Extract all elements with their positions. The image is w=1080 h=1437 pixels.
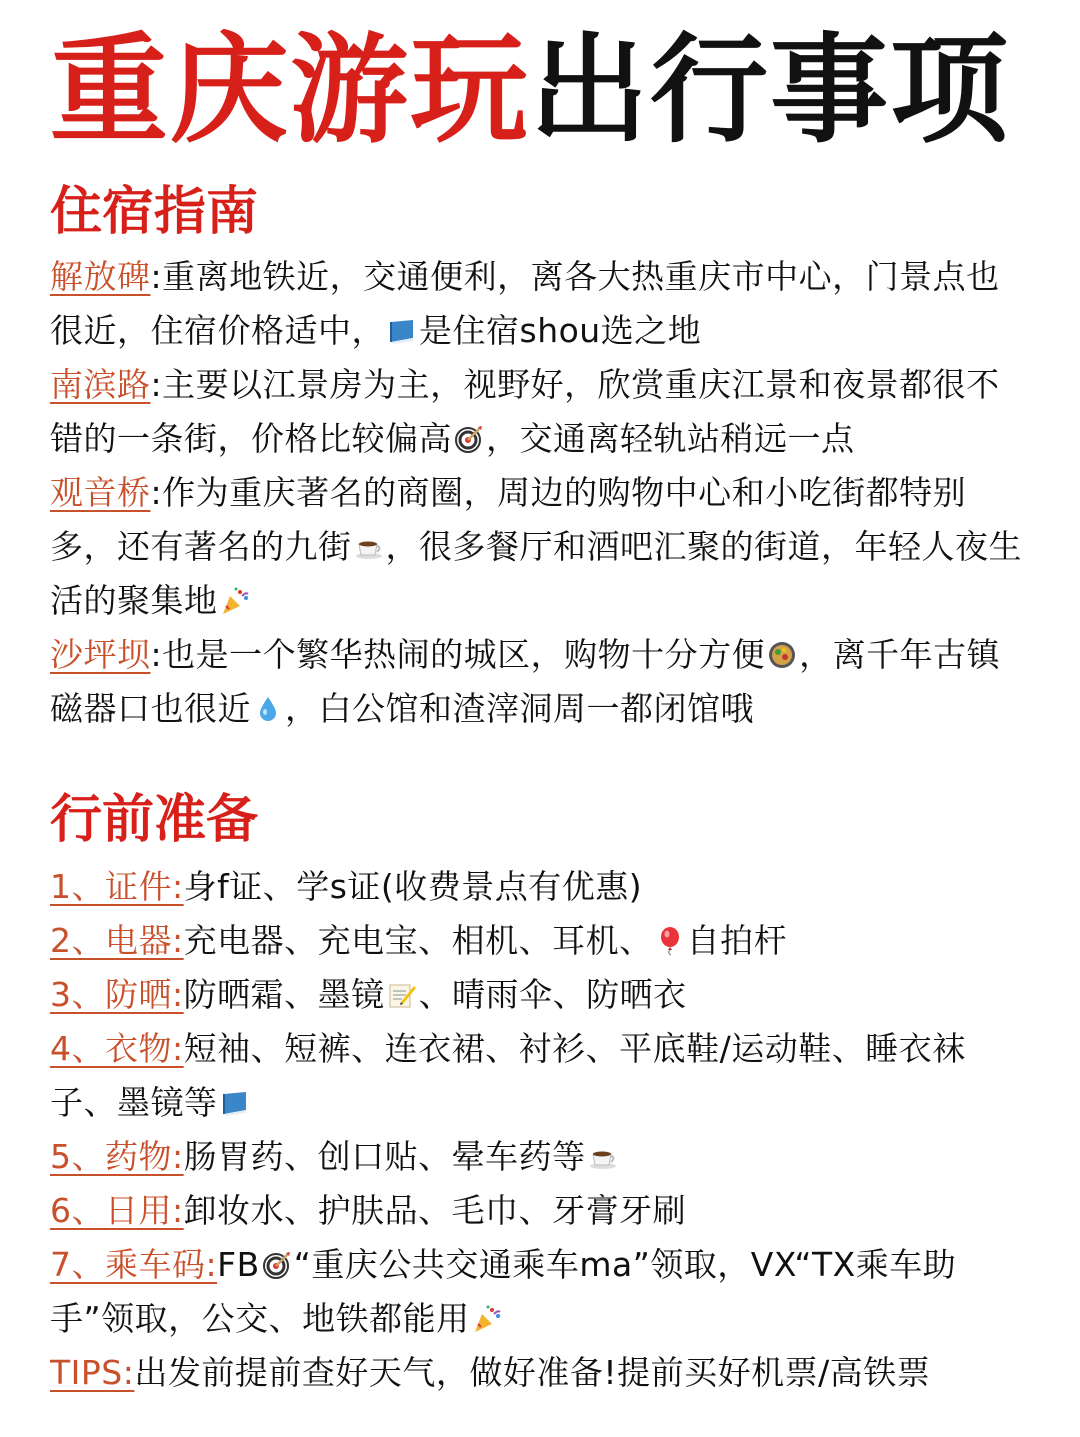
prep-label: 6、日用: <box>50 1191 184 1230</box>
prep-text: FB <box>217 1245 260 1284</box>
page-title <box>50 20 1010 160</box>
lodging-item-jiefangbei <box>50 250 1030 358</box>
prep-label: 3、防晒: <box>50 975 184 1014</box>
party-popper-icon <box>220 586 250 616</box>
lodging-text: :主要以江景房为主，视野好，欣赏重庆江景和夜景都很不错的一条街，价格比较偏高 <box>50 365 1000 458</box>
title-red-part: 重庆游玩 <box>50 21 531 159</box>
title-black-part: 出行事项 <box>530 21 1011 159</box>
party-popper-icon <box>472 1304 502 1334</box>
prep-label: 5、药物: <box>50 1137 184 1176</box>
prep-text: 、晴雨伞、防晒衣 <box>418 975 687 1014</box>
prep-text: “重庆公共交通乘车ma”领取，VX“TX乘车助手”领取，公交、地铁都能用 <box>50 1245 957 1338</box>
lodging-item-guanyinqiao <box>50 466 1030 628</box>
prep-text: 卸妆水、护肤品、毛巾、牙膏牙刷 <box>183 1191 687 1230</box>
lodging-text: ，交通离轻轨站稍远一点 <box>486 419 855 458</box>
prep-section <box>50 790 1030 1400</box>
lodging-text: ，很多餐厅和酒吧汇聚的街道，年轻人夜生活的聚集地 <box>50 527 1022 620</box>
book-icon <box>220 1088 250 1118</box>
droplet-icon <box>253 694 283 724</box>
prep-text: 自拍杆 <box>686 921 788 960</box>
prep-item-documents <box>50 860 1030 914</box>
prep-item-electronics <box>50 914 1030 968</box>
prep-label: 2、电器: <box>50 921 184 960</box>
lodging-section <box>50 182 1030 736</box>
prep-item-transit-code <box>50 1238 1030 1346</box>
prep-text: 出发前提前查好天气，做好准备!提前买好机票/高铁票 <box>134 1353 931 1392</box>
balloon-icon <box>655 926 685 956</box>
section-heading-prep: 行前准备 <box>50 790 259 850</box>
lodging-label: 解放碑 <box>50 257 151 296</box>
target-icon <box>262 1250 292 1280</box>
lodging-text: ，离千年古镇磁器口也很近 <box>50 635 1001 728</box>
lodging-label: 观音桥 <box>50 473 151 512</box>
prep-item-tips <box>50 1346 1030 1400</box>
lodging-text: 是住宿shou选之地 <box>419 311 702 350</box>
lodging-item-shapingba <box>50 628 1030 736</box>
prep-item-clothing <box>50 1022 1030 1130</box>
pan-food-icon <box>767 640 797 670</box>
prep-label: 1、证件: <box>50 867 184 906</box>
coffee-icon <box>354 532 384 562</box>
lodging-label: 沙坪坝 <box>50 635 151 674</box>
lodging-label: 南滨路 <box>50 365 151 404</box>
memo-icon <box>387 980 417 1010</box>
prep-text: 身f证、学s证(收费景点有优惠) <box>183 867 643 906</box>
lodging-item-nanbinlu <box>50 358 1030 466</box>
book-icon <box>387 316 417 346</box>
prep-text: 肠胃药、创口贴、晕车药等 <box>183 1137 586 1176</box>
prep-item-daily-use <box>50 1184 1030 1238</box>
target-icon <box>454 424 484 454</box>
coffee-icon <box>588 1142 618 1172</box>
prep-text: 充电器、充电宝、相机、耳机、 <box>183 921 653 960</box>
lodging-text: :也是一个繁华热闹的城区，购物十分方便 <box>150 635 766 674</box>
prep-item-medicine <box>50 1130 1030 1184</box>
lodging-text: ，白公馆和渣滓洞周一都闭馆哦 <box>285 689 754 728</box>
prep-item-sun-protection <box>50 968 1030 1022</box>
prep-label: 7、乘车码: <box>50 1245 218 1284</box>
section-heading-lodging: 住宿指南 <box>50 182 259 242</box>
lodging-text: :重离地铁近，交通便利，离各大热重庆市中心，门景点也很近，住宿价格适中， <box>50 257 1000 350</box>
prep-text: 防晒霜、墨镜 <box>183 975 385 1014</box>
lodging-text: :作为重庆著名的商圈，周边的购物中心和小吃街都特别多，还有著名的九街 <box>50 473 967 566</box>
prep-label: 4、衣物: <box>50 1029 184 1068</box>
prep-label: TIPS: <box>50 1353 135 1392</box>
prep-text: 短袖、短裤、连衣裙、衬衫、平底鞋/运动鞋、睡衣袜子、墨镜等 <box>50 1029 966 1122</box>
